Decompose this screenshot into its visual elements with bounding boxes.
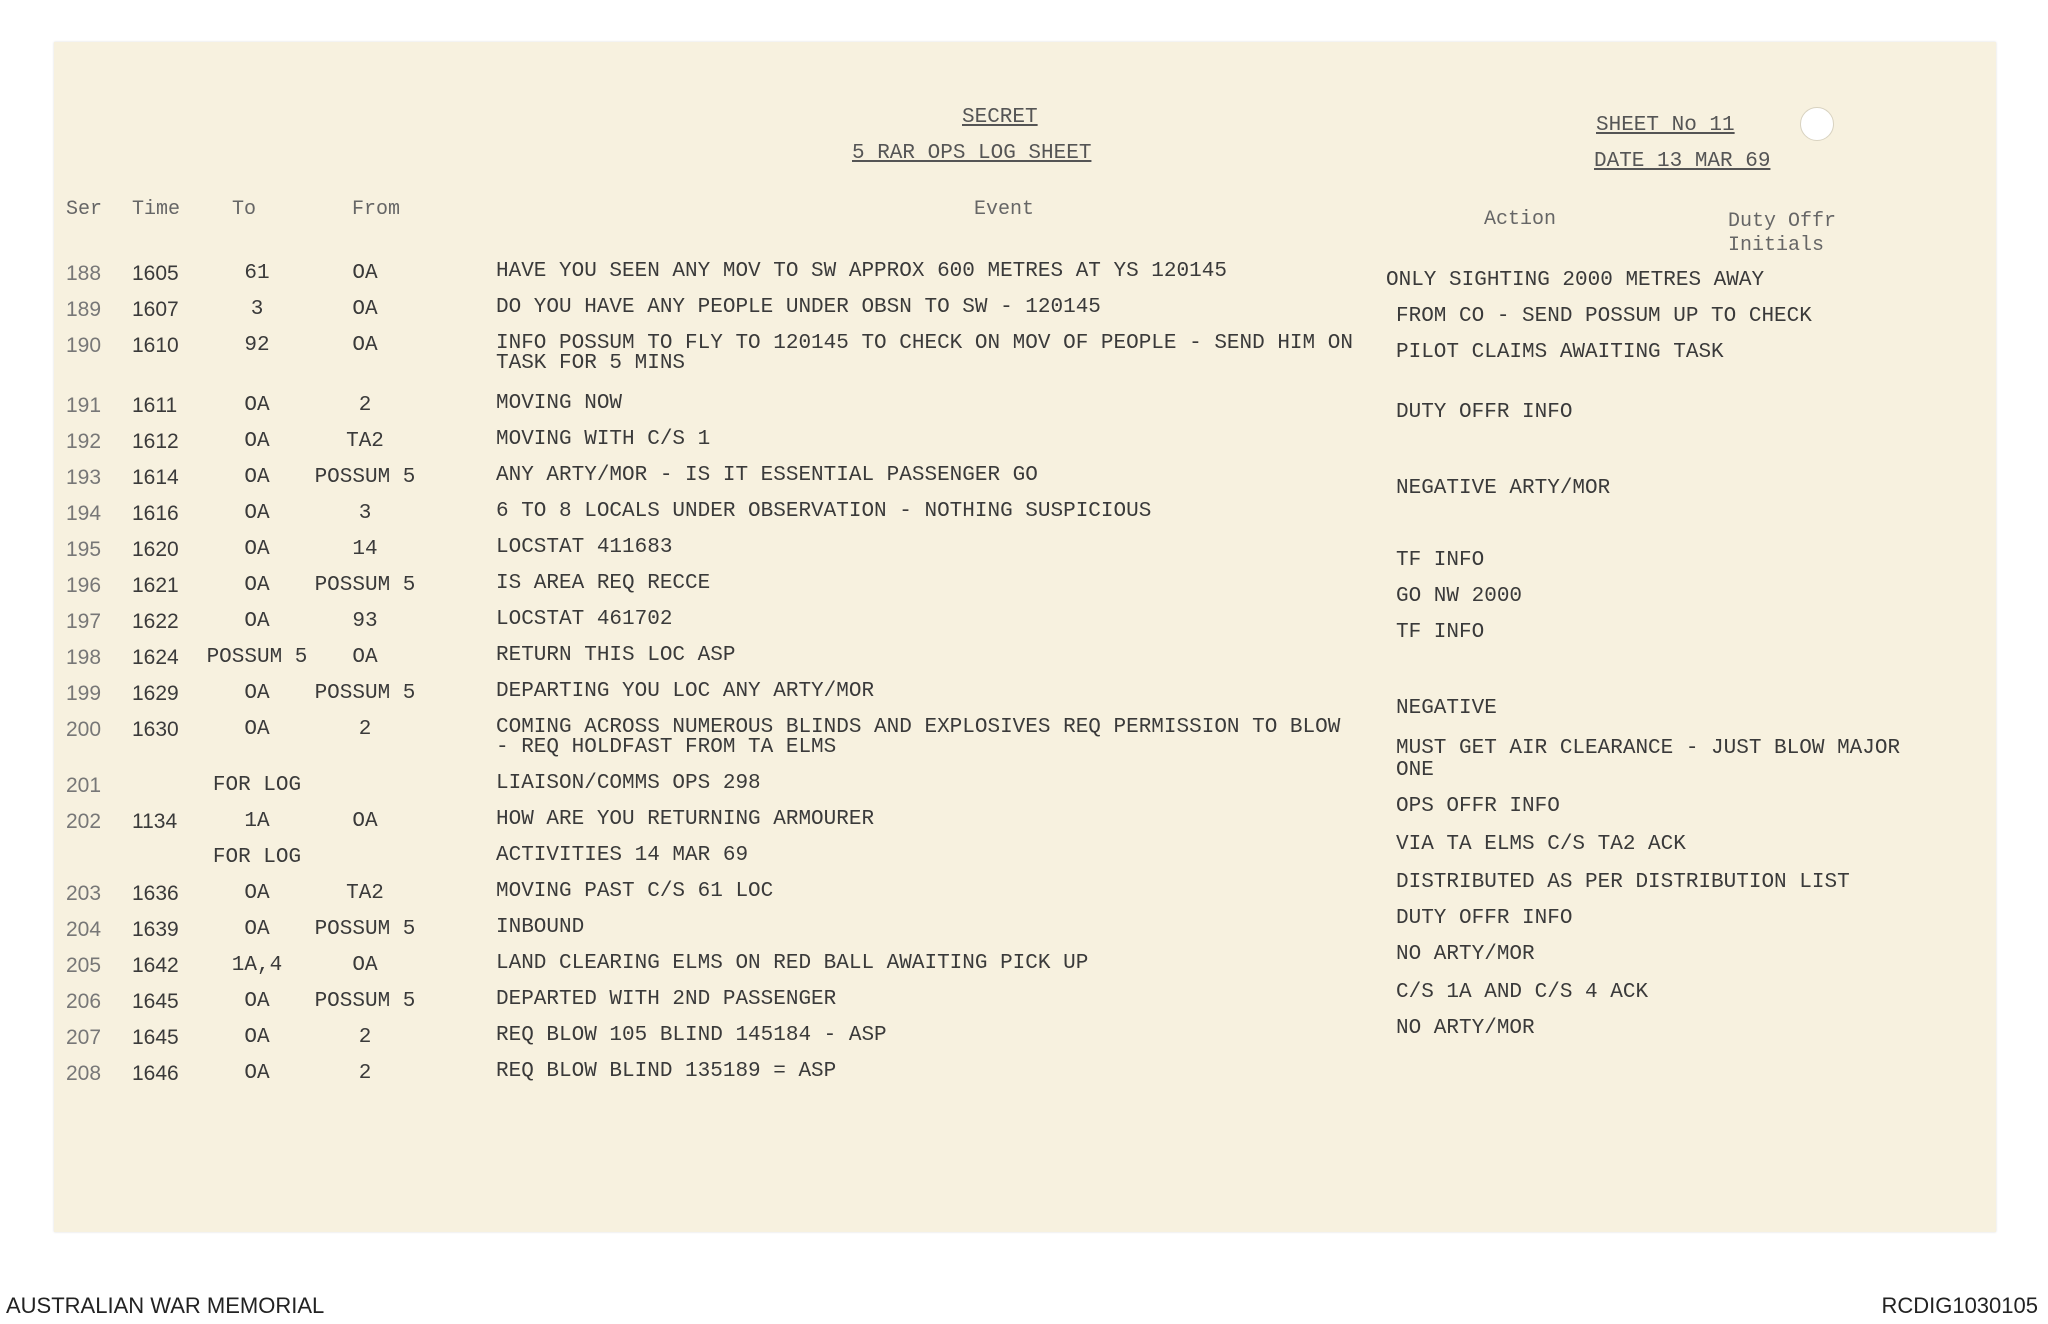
action-entry: NO ARTY/MOR <box>1396 1017 1535 1040</box>
log-cell-time: 1645 <box>132 990 179 1013</box>
action-entry: DUTY OFFR INFO <box>1396 401 1573 424</box>
log-cell-from: POSSUM 5 <box>314 990 416 1013</box>
log-cell-time: 1646 <box>132 1062 179 1085</box>
log-cell-to: 3 <box>250 298 264 321</box>
action-entry: TF INFO <box>1396 621 1485 644</box>
log-cell-serial: 206 <box>66 990 102 1013</box>
log-cell-time: 1639 <box>132 918 179 941</box>
log-cell-from: POSSUM 5 <box>314 466 416 489</box>
log-cell-time: 1620 <box>132 538 179 561</box>
log-cell-time: 1616 <box>132 502 179 525</box>
log-cell-serial: 204 <box>66 918 102 941</box>
log-cell-event: REQ BLOW 105 BLIND 145184 - ASP <box>496 1024 887 1047</box>
log-cell-event: IS AREA REQ RECCE <box>496 572 711 595</box>
column-header-initials: Initials <box>1728 234 1825 257</box>
log-cell-time: 1636 <box>132 882 179 905</box>
action-entry: GO NW 2000 <box>1396 585 1523 608</box>
log-cell-from: POSSUM 5 <box>314 682 416 705</box>
log-cell-event: DEPARTED WITH 2ND PASSENGER <box>496 988 837 1011</box>
log-cell-from: TA2 <box>346 430 384 453</box>
log-cell-time: 1622 <box>132 610 179 633</box>
log-cell-serial: 196 <box>66 574 102 597</box>
action-entry: VIA TA ELMS C/S TA2 ACK <box>1396 833 1686 856</box>
log-cell-from: OA <box>352 298 378 321</box>
log-cell-from: OA <box>352 954 378 977</box>
log-cell-event: HAVE YOU SEEN ANY MOV TO SW APPROX 600 METRES AT YS 120145 <box>496 260 1227 283</box>
column-header-serial: Ser <box>66 198 103 221</box>
log-cell-serial: 192 <box>66 430 102 453</box>
action-entry: DISTRIBUTED AS PER DISTRIBUTION LIST <box>1396 871 1850 894</box>
log-cell-serial: 189 <box>66 298 102 321</box>
log-cell-serial: 201 <box>66 774 102 797</box>
log-cell-event: DO YOU HAVE ANY PEOPLE UNDER OBSN TO SW - 120145 <box>496 296 1101 319</box>
log-cell-to: OA <box>244 718 270 741</box>
log-cell-from: 2 <box>358 1062 372 1085</box>
column-header-duty-officer: Duty Offr <box>1728 210 1837 233</box>
log-cell-to: OA <box>244 430 270 453</box>
log-cell-to: OA <box>244 682 270 705</box>
log-cell-time: 1614 <box>132 466 179 489</box>
log-cell-serial: 207 <box>66 1026 102 1049</box>
log-cell-to: OA <box>244 538 270 561</box>
log-cell-time: 1134 <box>132 810 178 833</box>
column-header-action: Action <box>1484 208 1557 231</box>
column-header-from: From <box>352 198 401 221</box>
log-cell-from: POSSUM 5 <box>314 574 416 597</box>
log-cell-serial: 191 <box>66 394 102 417</box>
log-cell-time: 1629 <box>132 682 179 705</box>
sheet-date: DATE 13 MAR 69 <box>1594 150 1771 173</box>
log-cell-event: LIAISON/COMMS OPS 298 <box>496 772 761 795</box>
log-cell-from: 3 <box>358 502 372 525</box>
log-cell-serial: 199 <box>66 682 102 705</box>
log-cell-event: ACTIVITIES 14 MAR 69 <box>496 844 749 867</box>
log-cell-time: 1624 <box>132 646 179 669</box>
log-cell-from: 2 <box>358 394 372 417</box>
column-header-event: Event <box>974 198 1035 221</box>
log-cell-from: POSSUM 5 <box>314 918 416 941</box>
log-cell-serial: 202 <box>66 810 102 833</box>
log-cell-event: LOCSTAT 461702 <box>496 608 673 631</box>
action-entry: C/S 1A AND C/S 4 ACK <box>1396 981 1649 1004</box>
log-cell-to: 1A,4 <box>231 954 283 977</box>
action-entry: OPS OFFR INFO <box>1396 795 1560 818</box>
column-header-time: Time <box>132 198 181 221</box>
classification-heading: SECRET <box>962 106 1038 129</box>
action-entry: FROM CO - SEND POSSUM UP TO CHECK <box>1396 305 1812 328</box>
action-entry: DUTY OFFR INFO <box>1396 907 1573 930</box>
log-cell-from: 93 <box>352 610 378 633</box>
action-entry: PILOT CLAIMS AWAITING TASK <box>1396 341 1724 364</box>
log-cell-event: 6 TO 8 LOCALS UNDER OBSERVATION - NOTHING SUSPICIOUS <box>496 500 1152 523</box>
log-cell-to: 1A <box>244 810 270 833</box>
log-cell-serial: 200 <box>66 718 102 741</box>
log-cell-to: OA <box>244 882 270 905</box>
log-cell-to: OA <box>244 502 270 525</box>
sheet-title: 5 RAR OPS LOG SHEET <box>852 142 1092 165</box>
action-entry: TF INFO <box>1396 549 1485 572</box>
log-cell-time: 1605 <box>132 262 179 285</box>
log-cell-event: REQ BLOW BLIND 135189 = ASP <box>496 1060 837 1083</box>
punch-hole <box>1800 107 1834 141</box>
log-cell-from: 2 <box>358 1026 372 1049</box>
log-cell-from: TA2 <box>346 882 384 905</box>
log-cell-to: OA <box>244 574 270 597</box>
log-cell-to: OA <box>244 394 270 417</box>
log-cell-serial: 208 <box>66 1062 102 1085</box>
sheet-number: SHEET No 11 <box>1596 114 1735 137</box>
log-cell-to: OA <box>244 610 270 633</box>
log-cell-to: POSSUM 5 <box>206 646 308 669</box>
log-row <box>0 1062 2048 1092</box>
log-cell-event: MOVING PAST C/S 61 LOC <box>496 880 774 903</box>
log-cell-to: 92 <box>244 334 270 357</box>
log-cell-event: INBOUND <box>496 916 585 939</box>
action-entry: ONLY SIGHTING 2000 METRES AWAY <box>1386 269 1765 292</box>
log-cell-time: 1612 <box>132 430 179 453</box>
image-reference: RCDIG1030105 <box>1881 1293 2038 1318</box>
log-cell-from: OA <box>352 334 378 357</box>
action-entry: NEGATIVE ARTY/MOR <box>1396 477 1611 500</box>
log-cell-to: OA <box>244 918 270 941</box>
log-cell-from: 14 <box>352 538 378 561</box>
log-cell-event: RETURN THIS LOC ASP <box>496 644 736 667</box>
log-cell-to: OA <box>244 466 270 489</box>
log-cell-event: COMING ACROSS NUMEROUS BLINDS AND EXPLOSIVES REQ PERMISSION TO BLOW - REQ HOLDFAST FROM TA ELMS <box>496 716 1341 759</box>
log-cell-time: 1621 <box>132 574 179 597</box>
log-row <box>0 430 2048 460</box>
log-cell-time: 1630 <box>132 718 179 741</box>
log-cell-to: OA <box>244 990 270 1013</box>
action-entry: NEGATIVE <box>1396 697 1497 720</box>
log-cell-time: 1611 <box>132 394 178 417</box>
log-cell-serial: 193 <box>66 466 102 489</box>
institution-credit: AUSTRALIAN WAR MEMORIAL <box>6 1293 325 1318</box>
log-cell-to: 61 <box>244 262 270 285</box>
log-cell-serial: 198 <box>66 646 102 669</box>
log-cell-to: OA <box>244 1062 270 1085</box>
log-cell-time: 1642 <box>132 954 179 977</box>
action-entry: MUST GET AIR CLEARANCE - JUST BLOW MAJOR ONE <box>1396 737 1901 782</box>
log-cell-serial: 195 <box>66 538 102 561</box>
log-cell-event: HOW ARE YOU RETURNING ARMOURER <box>496 808 875 831</box>
log-cell-to: OA <box>244 1026 270 1049</box>
log-cell-event: MOVING WITH C/S 1 <box>496 428 711 451</box>
log-cell-serial: 203 <box>66 882 102 905</box>
log-cell-to: FOR LOG <box>212 846 302 869</box>
log-cell-serial: 188 <box>66 262 102 285</box>
log-cell-serial: 190 <box>66 334 102 357</box>
log-cell-from: 2 <box>358 718 372 741</box>
log-cell-time: 1645 <box>132 1026 179 1049</box>
log-cell-to: FOR LOG <box>212 774 302 797</box>
log-cell-event: MOVING NOW <box>496 392 623 415</box>
log-cell-event: ANY ARTY/MOR - IS IT ESSENTIAL PASSENGER GO <box>496 464 1038 487</box>
log-cell-time: 1607 <box>132 298 179 321</box>
log-cell-event: INFO POSSUM TO FLY TO 120145 TO CHECK ON MOV OF PEOPLE - SEND HIM ON TASK FOR 5 MINS <box>496 332 1353 375</box>
log-cell-serial: 205 <box>66 954 102 977</box>
log-row <box>0 646 2048 676</box>
log-cell-serial: 197 <box>66 610 102 633</box>
log-cell-event: DEPARTING YOU LOC ANY ARTY/MOR <box>496 680 875 703</box>
log-cell-event: LOCSTAT 411683 <box>496 536 673 559</box>
log-cell-from: OA <box>352 262 378 285</box>
log-row <box>0 502 2048 532</box>
log-cell-serial: 194 <box>66 502 102 525</box>
log-cell-from: OA <box>352 810 378 833</box>
log-cell-from: OA <box>352 646 378 669</box>
log-cell-time: 1610 <box>132 334 179 357</box>
column-header-to: To <box>232 198 257 221</box>
log-cell-event: LAND CLEARING ELMS ON RED BALL AWAITING PICK UP <box>496 952 1089 975</box>
action-entry: NO ARTY/MOR <box>1396 943 1535 966</box>
